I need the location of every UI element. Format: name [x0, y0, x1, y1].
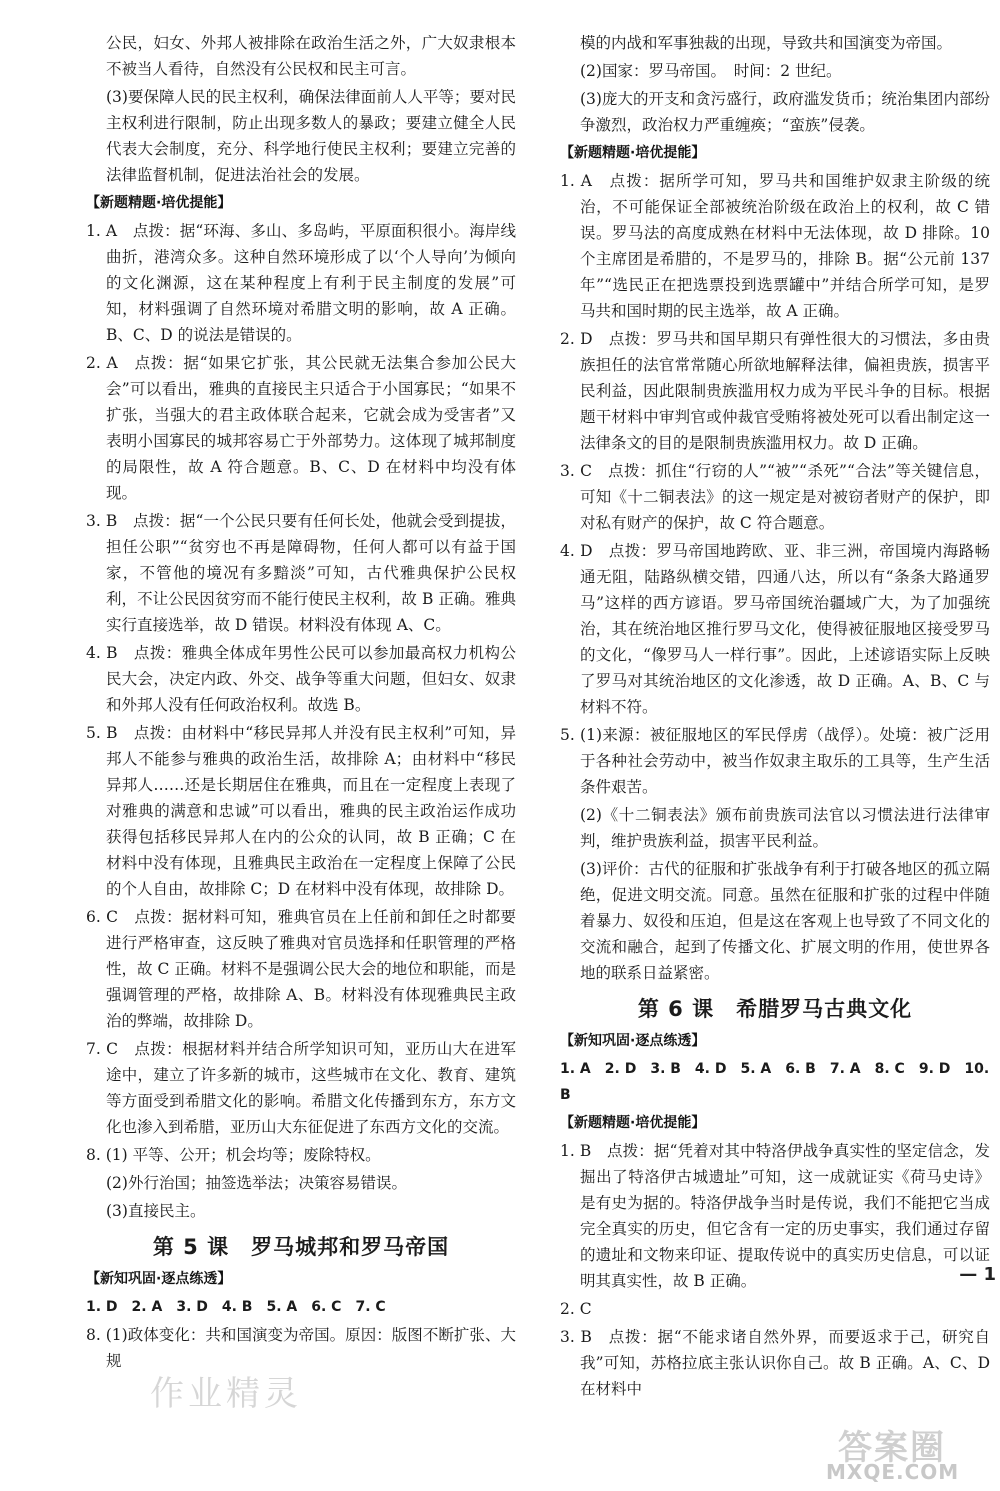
paragraph: (3)庞大的开支和贪污盛行，政府滥发货币；统治集团内部纷争激烈，政治权力严重缠痪；“蛮族”侵袭。 — [580, 90, 990, 134]
answer-item: 4. D 点拨：罗马帝国地跨欧、亚、非三洲，帝国境内海路畅通无阻，陆路纵横交错，四通八达，所以有“条条大路通罗马”这样的西方谚语。罗马帝国统治疆域广大，为了加强统治，其在统治地区推行罗马文化，使得被征服地区接受罗马的文化，“像罗马人一样行事”。因此，上述谚语实际上反映了罗马对其统治地区的文化渗透，故 D 正确。A、B、C 与材料不符。 — [560, 542, 990, 716]
right-column — [560, 30, 990, 1404]
answer-item: 3. B 点拨：据“一个公民只要有任何长处，他就会受到提拔，担任公职”“贫穷也不再是障碍物，任何人都可以有益于国家，不管他的境况有多黯淡”可知，古代雅典保护公民权利，不让公民因贫穷而不能行使民主权利，故 B 正确。雅典实行直接选举，故 D 错误。材料没有体现 A、C。 — [86, 512, 516, 634]
answer-item: 1. B 点拨：据“凭着对其中特洛伊战争真实性的坚定信念，发掘出了特洛伊古城遗址”可知，这一成就证实《荷马史诗》是有史为据的。特洛伊战争当时是传说，我们不能把它当成完全真实的历史，但它含有一定的历史事实，我们通过存留的遗址和文物来印证、提取传说中的真实历史信息，可以证明其真实性，故 B 正确。 — [560, 1142, 990, 1290]
paragraph: 模的内战和军事独裁的出现，导致共和国演变为帝国。 — [580, 34, 953, 52]
paragraph: (3)要保障人民的民主权利，确保法律面前人人平等；要对民主权利进行限制，防止出现多数人的暴政；要建立健全人民代表大会制度，充分、科学地行使民主权利；要建立完善的法律监督机制，促进法治社会的发展。 — [106, 88, 516, 184]
answer-item: 3. B 点拨：据“不能求诸自然外界，而要返求于己，研究自我”可知，苏格拉底主张认识你自己。故 B 正确。A、C、D 在材料中 — [560, 1328, 990, 1398]
paragraph: (2)国家：罗马帝国。 时间：2 世纪。 — [580, 62, 842, 80]
answer-item: 2. C — [560, 1300, 592, 1318]
answer-item: 7. C 点拨：根据材料并结合所学知识可知，亚历山大在进军途中，建立了许多新的城市，这些城市在文化、教育、建筑等方面受到希腊文化的影响。希腊文化传播到东方，东方文化也渗入到希腊，亚历山大东征促进了东西方文化的交流。 — [86, 1040, 516, 1136]
answer-subitem: (2)外行治国；抽签选举法；决策容易错误。 — [106, 1174, 407, 1192]
answer-subitem: (3)评价：古代的征服和扩张战争有利于打破各地区的孤立隔绝，促进文明交流。同意。虽然在征服和扩张的过程中伴随着暴力、奴役和压迫，但是这在客观上也导致了不同文化的交流和融合，起到了传播文化、扩展文明的作用，使世界各地的联系日益紧密。 — [580, 860, 990, 982]
answer-subitem: (3)直接民主。 — [106, 1202, 206, 1220]
section-heading: 【新知巩固·逐点练透】 — [86, 1271, 232, 1287]
answer-subitem: (2)《十二铜表法》颁布前贵族司法官以习惯法进行法律审判，维护贵族利益，损害平民利益。 — [580, 806, 990, 850]
answer-item: 8. (1)政体变化：共和国演变为帝国。原因：版图不断扩张、大规 — [86, 1326, 516, 1370]
section-heading: 【新题精题·培优提能】 — [560, 1115, 706, 1131]
lesson-title: 第 5 课 罗马城邦和罗马帝国 — [152, 1235, 450, 1259]
answer-item: 8. (1) 平等、公开；机会均等；废除特权。 — [86, 1146, 381, 1164]
paragraph: 公民，妇女、外邦人被排除在政治生活之外，广大奴隶根本不被当人看待，自然没有公民权和民主可言。 — [106, 34, 516, 78]
section-heading: 【新题精题·培优提能】 — [560, 145, 706, 161]
answer-key: 1. A 2. D 3. B 4. D 5. A 6. B 7. A 8. C 9. D 10. B — [560, 1061, 990, 1103]
answer-item: 1. A 点拨：据所学可知，罗马共和国维护奴隶主阶级的统治，不可能保证全部被统治阶级在政治上的权利，故 C 错误。罗马法的高度成熟在材料中无法体现，故 D 排除。10 个主席团是希腊的，不是罗马的，排除 B。据“公元前 137 年”“选民正在把选票投到选票罐中”并结合所学可知，是罗马共和国时期的民主选举，故 A 正确。 — [560, 172, 990, 320]
answer-item: 1. A 点拨：据“环海、多山、多岛屿，平原面积很小。海岸线曲折，港湾众多。这种自然环境形成了以‘个人导向’为倾向的文化渊源，这在某种程度上有利于民主制度的发展”可知，材料强调了自然环境对希腊文明的影响，故 A 正确。B、C、D 的说法是错误的。 — [86, 222, 516, 344]
section-heading: 【新题精题·培优提能】 — [86, 195, 232, 211]
watermark-url: MXQE.COM — [826, 1460, 960, 1484]
section-heading: 【新知巩固·逐点练透】 — [560, 1033, 706, 1049]
page-number-mark: — 1 — [959, 1264, 996, 1285]
answer-item: 5. B 点拨：由材料中“移民异邦人并没有民主权利”可知，异邦人不能参与雅典的政治生活，故排除 A；由材料中“移民异邦人……还是长期居住在雅典，而且在一定程度上表现了对雅典的满意和忠诚”可以看出，雅典的民主政治运作成功获得包括移民异邦人在内的公众的认同，故 B 正确；C 在材料中没有体现，且雅典民主政治在一定程度上保障了公民的个人自由，故排除 C；D 在材料中没有体现，故排除 D。 — [86, 724, 516, 898]
answer-item: 3. C 点拨：抓住“行窃的人”“被”“杀死”“合法”等关键信息，可知《十二铜表法》的这一规定是对被窃者财产的保护，即对私有财产的保护，故 C 符合题意。 — [560, 462, 990, 532]
watermark-logo: 答案圈 — [838, 1428, 946, 1468]
lesson-title: 第 6 课 希腊罗马古典文化 — [637, 997, 913, 1021]
footer-watermark: 作业精灵 — [150, 1374, 302, 1414]
answer-item: 6. C 点拨：据材料可知，雅典官员在上任前和卸任之时都要进行严格审查，这反映了雅典对官员选择和任职管理的严格性，故 C 正确。材料不是强调公民大会的地位和职能，而是强调管理的严格，故排除 A、B。材料没有体现雅典民主政治的弊端，故排除 D。 — [86, 908, 516, 1030]
answer-item: 5. (1)来源：被征服地区的军民俘虏（战俘）。处境：被广泛用于各种社会劳动中，被当作奴隶主取乐的工具等，生产生活条件艰苦。 — [560, 726, 990, 796]
answer-item: 2. D 点拨：罗马共和国早期只有弹性很大的习惯法，多由贵族担任的法官常常随心所欲地解释法律，偏袒贵族，损害平民利益，因此限制贵族滥用权力成为平民斗争的目标。根据题干材料中审判官或仲裁官受贿将被处死可以看出制定这一法律条文的目的是限制贵族滥用权力。故 D 正确。 — [560, 330, 990, 452]
answer-item: 4. B 点拨：雅典全体成年男性公民可以参加最高权力机构公民大会，决定内政、外交、战争等重大问题，但妇女、奴隶和外邦人没有任何政治权利。故选 B。 — [86, 644, 516, 714]
answer-item: 2. A 点拨：据“如果它扩张，其公民就无法集合参加公民大会”可以看出，雅典的直接民主只适合于小国寡民；“如果不扩张，当强大的君主政体联合起来，它就会成为受害者”又表明小国寡民的城邦容易亡于外部势力。这体现了城邦制度的局限性，故 A 符合题意。B、C、D 在材料中均没有体现。 — [86, 354, 516, 502]
left-column — [86, 30, 516, 1376]
corner-watermark — [818, 1420, 996, 1486]
answer-key: 1. D 2. A 3. D 4. B 5. A 6. C 7. C — [86, 1299, 386, 1315]
